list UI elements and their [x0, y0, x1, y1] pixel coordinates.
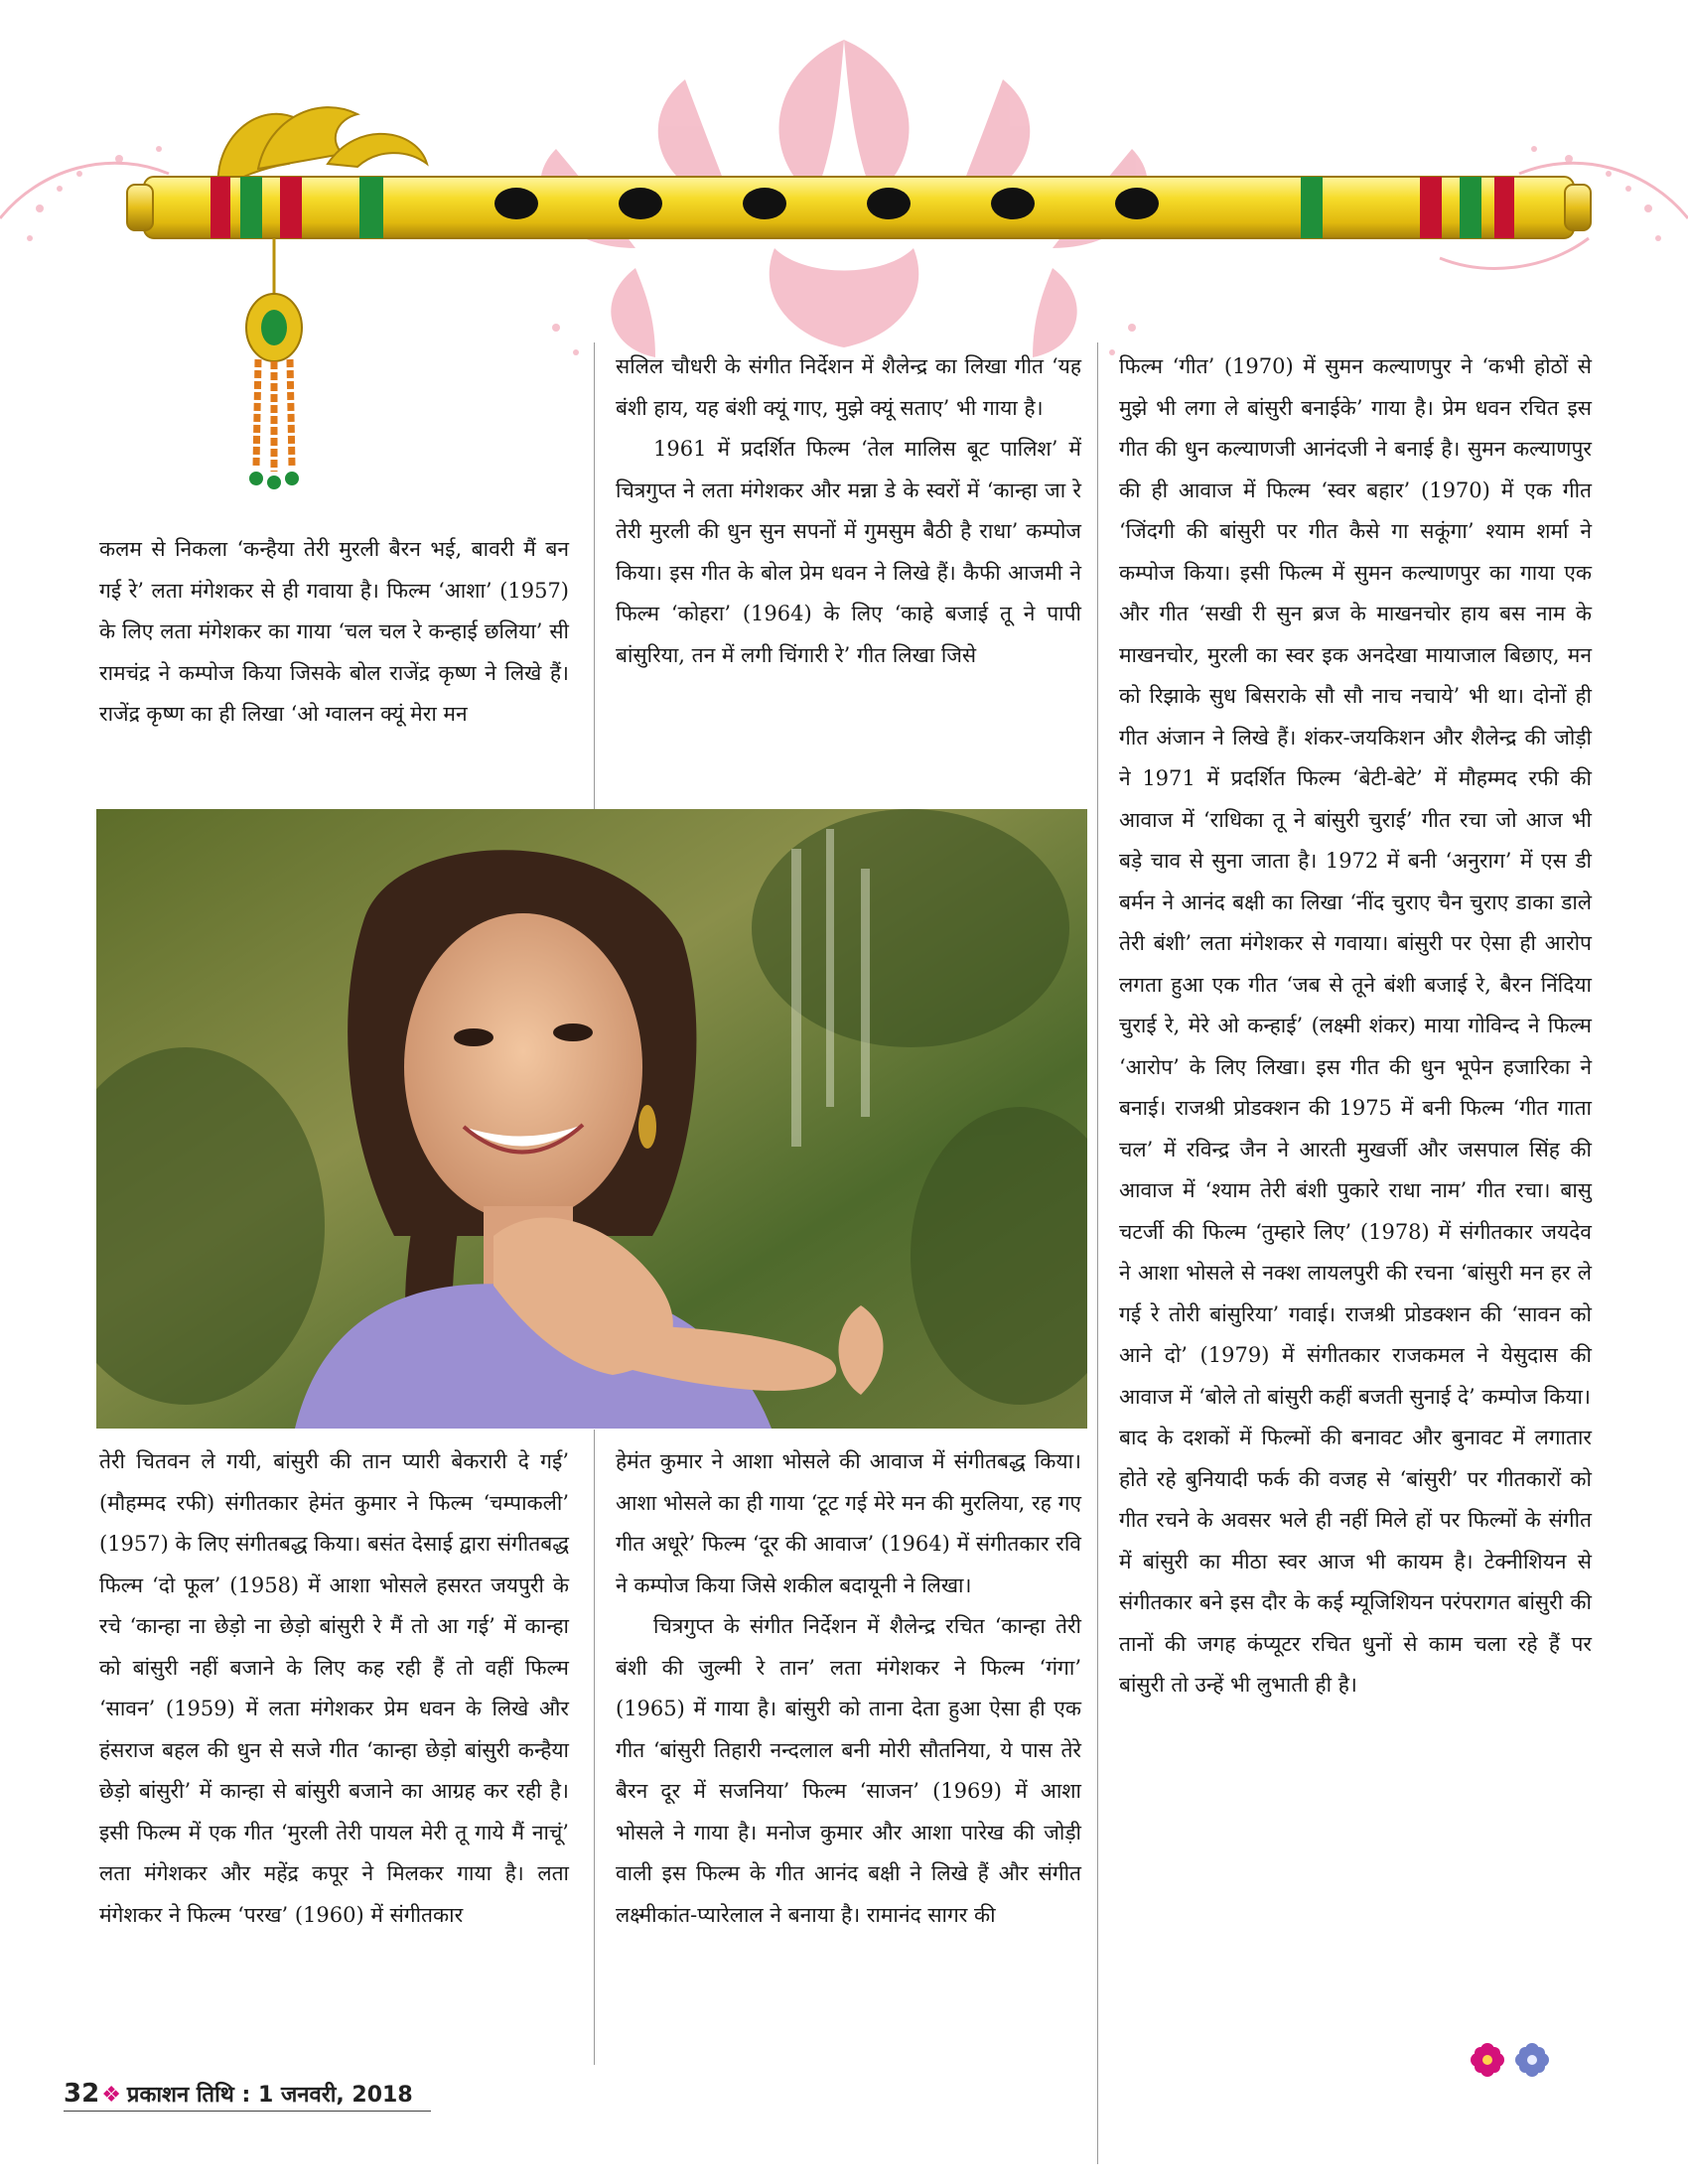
- publication-date: प्रकाशन तिथि : 1 जनवरी, 2018: [126, 2083, 413, 2108]
- paragraph: तेरी चितवन ले गयी, बांसुरी की तान प्यारी बेकरारी दे गई’ (मौहम्मद रफी) संगीतकार हेमंत कुमार ने फिल्म ‘चम्पाकली’ (1957) के लिए संगीतबद्ध किया। बसंत देसाई द्वारा संगीतबद्ध फिल्म ‘दो फूल’ (1958) में आशा भोसले हसरत जयपुरी के रचे ‘कान्हा ना छेड़ो ना छेड़ो बांसुरी रे मैं तो आ गई’ में कान्हा को बांसुरी नहीं बजाने के लिए कह रही हैं तो वहीं फिल्म ‘सावन’ (1959) में लता मंगेशकर प्रेम धवन के लिखे और हंसराज बहल की धुन से सजे गीत ‘कान्हा छेड़ो बांसुरी कन्हैया छेड़ो बांसुरी’ में कान्हा से बांसुरी बजाने का आग्रह कर रही है। इसी फिल्म में एक गीत ‘मुरली तेरी पायल मेरी तू गाये मैं नाचूं’ लता मंगेशकर और महेंद्र कपूर ने मिलकर गाया है। लता मंगेशकर ने फिल्म ‘परख’ (1960) में संगीतकार: [99, 1449, 569, 1927]
- star-separator-icon: ❖: [101, 2083, 121, 2108]
- paragraph: हेमंत कुमार ने आशा भोसले की आवाज में संगीतबद्ध किया। आशा भोसले का ही गाया ‘टूट गई मेरे मन की मुरलिया, रह गए गीत अधूरे’ फिल्म ‘दूर की आवाज’ (1964) में संगीतकार रवि ने कम्पोज किया जिसे शकील बदायूनी ने लिखा।: [616, 1449, 1081, 1597]
- photo-of-actress: [96, 809, 1087, 1429]
- column-divider-3: [1097, 342, 1098, 2164]
- flower-icon: [1471, 2043, 1504, 2077]
- column-divider-2: [594, 1430, 595, 2065]
- column-1-top: [99, 529, 569, 736]
- paragraph: फिल्म ‘गीत’ (1970) में सुमन कल्याणपुर ने ‘कभी होठों से मुझे भी लगा ले बांसुरी बनाईके’ गाया है। प्रेम धवन रचित इस गीत की धुन कल्याणजी आनंदजी ने बनाई है। सुमन कल्याणपुर की ही आवाज में फिल्म ‘स्वर बहार’ (1970) में एक गीत ‘जिंदगी की बांसुरी पर गीत कैसे गा सकूंगा’ श्याम शर्मा ने कम्पोज किया। इसी फिल्म में सुमन कल्याणपुर का गाया एक और गीत ‘सखी री सुन ब्रज के माखनचोर हाय बस नाम के माखनचोर, मुरली का स्वर इक अनदेखा मायाजाल बिछाए, मन को रिझाके सुध बिसराके सौ सौ नाच नचाये’ भी था। दोनों ही गीत अंजान ने लिखे हैं। शंकर-जयकिशन और शैलेन्द्र की जोड़ी ने 1971 में प्रदर्शित फिल्म ‘बेटी-बेटे’ में मौहम्मद रफी की आवाज में ‘राधिका तू ने बांसुरी चुराई’ गीत रचा जो आज भी बड़े चाव से सुना जाता है। 1972 में बनी ‘अनुराग’ में एस डी बर्मन ने आनंद बक्षी का लिखा ‘नींद चुराए चैन चुराए डाका डाले तेरी बंशी’ लता मंगेशकर से गवाया। बांसुरी पर ऐसा ही आरोप लगता हुआ एक गीत ‘जब से तूने बंशी बजाई रे, बैरन निंदिया चुराई रे, मेरे ओ कन्हाई’ (लक्ष्मी शंकर) माया गोविन्द ने फिल्म ‘आरोप’ के लिए लिखा। इस गीत की धुन भूपेन हजारिका ने बनाई। राजश्री प्रोडक्शन की 1975 में बनी फिल्म ‘गीत गाता चल’ में रविन्द्र जैन ने आरती मुखर्जी और जसपाल सिंह की आवाज में ‘श्याम तेरी बंशी पुकारे राधा नाम’ गीत रचा। बासु चटर्जी की फिल्म ‘तुम्हारे लिए’ (1978) में संगीतकार जयदेव ने आशा भोसले से नक्श लायलपुरी की रचना ‘बांसुरी मन हर ले गई रे तोरी बांसुरिया’ गवाई। राजश्री प्रोडक्शन की ‘सावन को आने दो’ (1979) में संगीतकार राजकमल ने येसुदास की आवाज में ‘बोले तो बांसुरी कहीं बजती सुनाई दे’ कम्पोज किया।: [1119, 354, 1592, 1409]
- column-2-bottom: [616, 1441, 1081, 1936]
- pendant-tassel-icon: [246, 238, 302, 489]
- paragraph: चित्रगुप्त के संगीत निर्देशन में शैलेन्द्र रचित ‘कान्हा तेरी बंशी की जुल्मी रे तान’ लता मंगेशकर ने फिल्म ‘गंगा’ (1965) में गाया है। बांसुरी को ताना देता हुआ ऐसा ही एक गीत ‘बांसुरी तिहारी नन्दलाल बनी मोरी सौतनिया, ये पास तेरे बैरन दूर में सजनिया’ फिल्म ‘साजन’ (1969) में आशा भोसले ने गाया है। मनोज कुमार और आशा पारेख की जोड़ी वाली इस फिल्म के गीत आनंद बक्षी ने लिखे हैं और संगीत लक्ष्मीकांत-प्यारेलाल ने बनाया है। रामानंद सागर की: [616, 1614, 1081, 1927]
- flower-decoration: [1468, 2040, 1557, 2080]
- page-number: 32: [64, 2079, 100, 2109]
- paragraph: कलम से निकला ‘कन्हैया तेरी मुरली बैरन भई, बावरी मैं बन गई रे’ लता मंगेशकर से ही गवाया है। फिल्म ‘आशा’ (1957) के लिए लता मंगेशकर का गाया ‘चल चल रे कन्हाई छलिया’ सी रामचंद्र ने कम्पोज किया जिसके बोल राजेंद्र कृष्ण ने लिखे हैं। राजेंद्र कृष्ण का ही लिखा ‘ओ ग्वालन क्यूं मेरा मन: [99, 537, 569, 726]
- page-footer: [64, 2077, 431, 2112]
- column-divider-1: [594, 342, 595, 809]
- column-1-bottom: [99, 1441, 569, 1936]
- paragraph: सलिल चौधरी के संगीत निर्देशन में शैलेन्द्र का लिखा गीत ‘यह बंशी हाय, यह बंशी क्यूं गाए, मुझे क्यूं सताए’ भी गाया है।: [616, 354, 1081, 420]
- paragraph: 1961 में प्रदर्शित फिल्म ‘तेल मालिस बूट पालिश’ में चित्रगुप्त ने लता मंगेशकर और मन्ना डे के स्वरों में ‘कान्हा जा रे तेरी मुरली की धुन सुन सपनों में गुमसुम बैठी है राधा’ कम्पोज किया। इस गीत के बोल प्रेम धवन ने लिखे हैं। कैफी आजमी ने फिल्म ‘कोहरा’ (1964) के लिए ‘काहे बजाई तू ने पापी बांसुरिया, तन में लगी चिंगारी रे’ गीत लिखा जिसे: [616, 437, 1081, 667]
- column-3: [1119, 346, 1592, 1706]
- flower-icon: [1515, 2043, 1549, 2077]
- paragraph: बाद के दशकों में फिल्मों की बनावट और बुनावट में लगातार होते रहे बुनियादी फर्क की वजह से ‘बांसुरी’ पर गीतकारों को गीत रचने के अवसर भले ही नहीं मिले हों पर फिल्मों के संगीत में बांसुरी का मीठा स्वर आज भी कायम है। टेक्नीशियन से संगीतकार बने इस दौर के कई म्यूजिशियन परंपरागत बांसुरी की तानों की जगह कंप्यूटर रचित धुनों से काम चला रहे हैं पर बांसुरी तो उन्हें भी लुभाती ही है।: [1119, 1426, 1592, 1697]
- column-2-top: [616, 346, 1081, 676]
